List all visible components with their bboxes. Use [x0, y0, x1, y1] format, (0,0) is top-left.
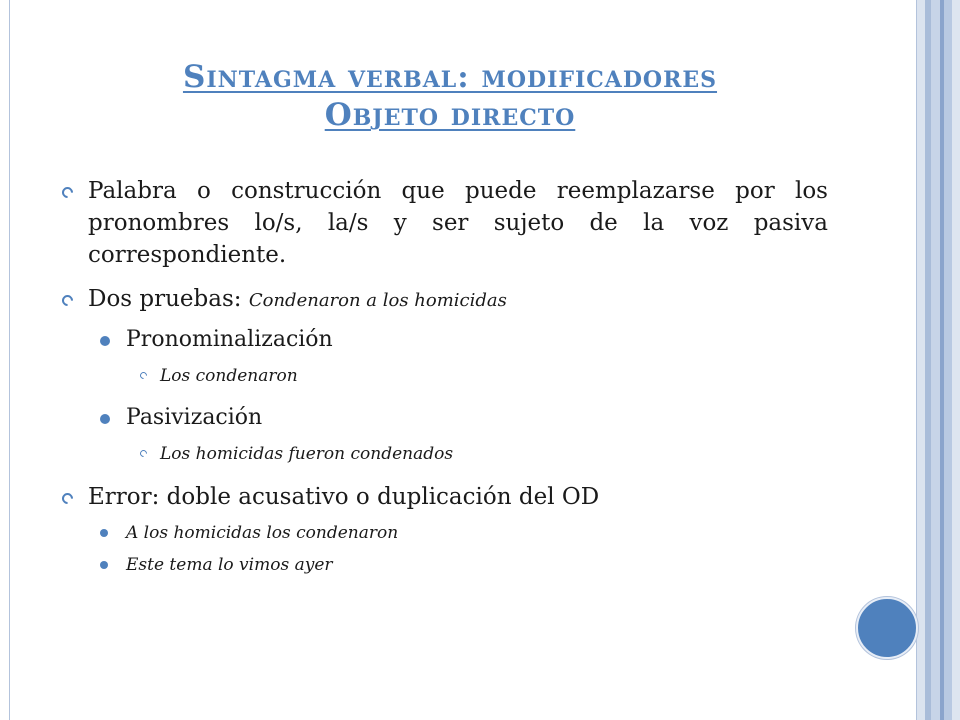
ring-bullet-icon	[60, 185, 76, 201]
decorative-circle	[856, 597, 918, 659]
bullet-test1-example	[60, 363, 828, 389]
ring-bullet-icon	[60, 491, 76, 507]
test2-example-text: Los homicidas fueron condenados	[160, 444, 454, 464]
title-line-1: Sintagma verbal: modificadores	[182, 59, 718, 95]
decorative-stripes	[917, 0, 960, 720]
slide-title	[0, 58, 900, 134]
test2-text: Pasivización	[126, 405, 263, 430]
stripe	[952, 0, 960, 720]
stripe	[917, 0, 925, 720]
definition-text: Palabra o construcción que puede reemplazarse por los pronombres lo/s, la/s y ser sujeto de la voz pasiva correspondiente.	[88, 178, 828, 268]
dot-bullet-icon	[100, 336, 110, 346]
dot-bullet-icon	[100, 561, 108, 569]
dot-bullet-icon	[100, 414, 110, 424]
test1-text: Pronominalización	[126, 327, 333, 352]
stripe	[944, 0, 952, 720]
bullet-error-example-2	[60, 551, 828, 579]
bullet-tests	[60, 283, 828, 317]
slide-content	[60, 175, 828, 583]
ring-bullet-icon	[60, 293, 76, 309]
tests-label: Dos pruebas:	[88, 286, 249, 312]
dot-bullet-icon	[100, 529, 108, 537]
tests-example: Condenaron a los homicidas	[248, 290, 507, 311]
title-line-2: Objeto directo	[324, 97, 576, 133]
stripe	[931, 0, 940, 720]
bullet-test1	[60, 325, 828, 355]
error-example-1-text: A los homicidas los condenaron	[126, 523, 399, 543]
test1-example-text: Los condenaron	[160, 366, 298, 386]
error-text: Error: doble acusativo o duplicación del OD	[88, 484, 600, 510]
bullet-error	[60, 481, 828, 513]
bullet-test2	[60, 403, 828, 433]
bullet-definition	[60, 175, 828, 271]
ring-bullet-icon	[139, 449, 149, 459]
bullet-error-example-1	[60, 519, 828, 547]
bullet-test2-example	[60, 441, 828, 467]
ring-bullet-icon	[139, 371, 149, 381]
error-example-2-text: Este tema lo vimos ayer	[126, 555, 333, 575]
